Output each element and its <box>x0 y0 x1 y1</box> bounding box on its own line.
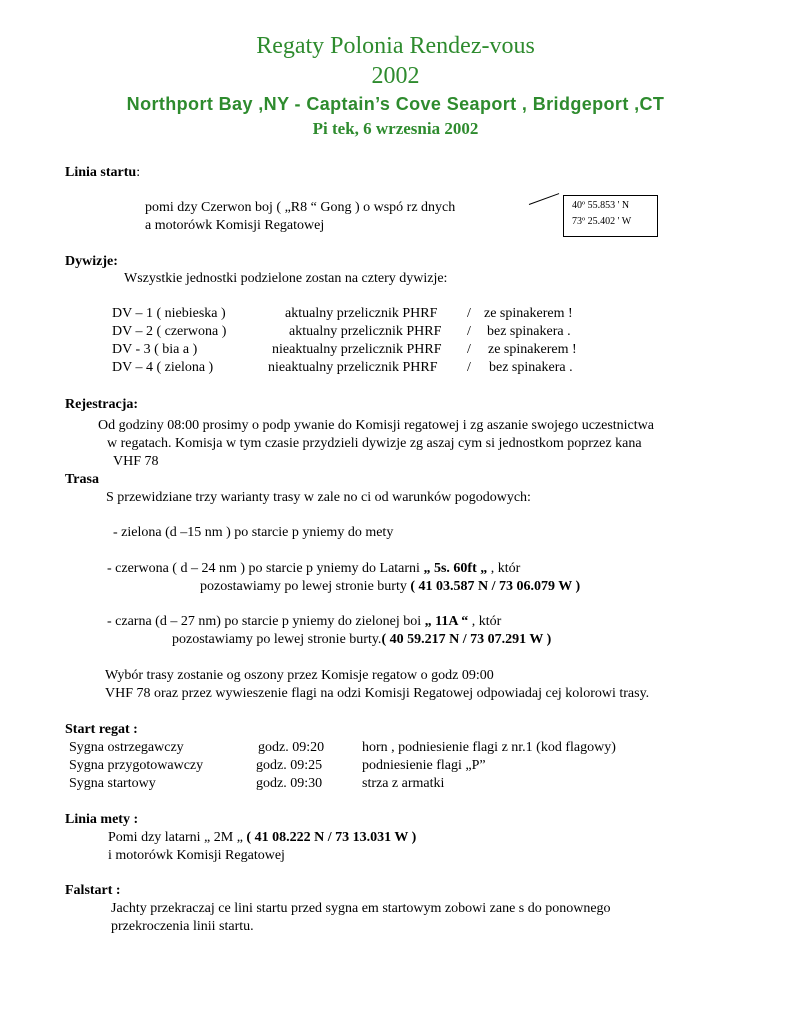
coord-west: 73º 25.402 ' W <box>572 216 632 227</box>
division-name: DV - 3 ( bia a ) <box>112 342 198 357</box>
start-line-text-2: a motorówk Komisji Regatowej <box>145 218 325 233</box>
course-black-line-1: - czarna (d – 27 nm) po starcie p yniemy do zielonej boi „ 11A “ , któr <box>107 614 502 629</box>
division-name: DV – 2 ( czerwona ) <box>112 324 227 339</box>
start-time: godz. 09:20 <box>258 740 325 755</box>
start-line-heading: Linia startu: <box>65 165 141 180</box>
route-subtitle: Northport Bay ,NY - Captain’s Cove Seaport , Bridgeport ,CT <box>126 94 665 114</box>
registration-line-1: Od godziny 08:00 prosimy o podp ywanie do Komisji regatowej i zg aszanie swojego uczestnictwa <box>98 418 654 433</box>
division-sail: ze spinakerem ! <box>488 342 577 357</box>
course-intro: S przewidziane trzy warianty trasy w zale no ci od warunków pogodowych: <box>106 490 531 505</box>
event-date: Pi tek, 6 wrzesnia 2002 <box>312 119 479 138</box>
divisions-intro: Wszystkie jednostki podzielone zostan na cztery dywizje: <box>124 271 448 286</box>
start-signal: Sygna ostrzegawczy <box>69 740 184 755</box>
start-description: podniesienie flagi „P” <box>362 758 486 773</box>
start-time: godz. 09:25 <box>256 758 323 773</box>
coord-north: 40º 55.853 ' N <box>572 200 630 211</box>
course-black-line-2: pozostawiamy po lewej stronie burty.( 40 59.217 N / 73 07.291 W ) <box>172 632 552 647</box>
course-red-line-2: pozostawiamy po lewej stronie burty ( 41 03.587 N / 73 06.079 W ) <box>200 579 581 594</box>
division-rating: aktualny przelicznik PHRF <box>285 306 438 321</box>
division-rating: nieaktualny przelicznik PHRF <box>272 342 442 357</box>
course-green: - zielona (d –15 nm ) po starcie p yniemy do mety <box>113 525 394 540</box>
false-start-line-1: Jachty przekraczaj ce lini startu przed sygna em startowym zobowi zane s do ponownego <box>111 901 611 916</box>
division-sail: bez spinakera . <box>487 324 571 339</box>
document-title: Regaty Polonia Rendez-vous <box>256 33 535 59</box>
registration-line-3: VHF 78 <box>113 454 159 469</box>
registration-line-2: w regatach. Komisja w tym czasie przydzieli dywizje zg aszaj cym si jednostkom poprzez kana <box>107 436 642 451</box>
division-separator: / <box>467 360 471 375</box>
document-year: 2002 <box>371 63 420 89</box>
false-start-heading: Falstart : <box>65 883 121 898</box>
start-signal: Sygna przygotowawczy <box>69 758 204 773</box>
finish-line-1: Pomi dzy latarni „ 2M „ ( 41 08.222 N / 73 13.031 W ) <box>108 830 417 845</box>
division-sail: bez spinakera . <box>489 360 573 375</box>
division-name: DV – 1 ( niebieska ) <box>112 306 226 321</box>
finish-line-2: i motorówk Komisji Regatowej <box>108 848 285 863</box>
course-note-2: VHF 78 oraz przez wywieszenie flagi na odzi Komisji Regatowej odpowiadaj cej kolorowi trasy. <box>105 686 650 701</box>
false-start-line-2: przekroczenia linii startu. <box>111 919 254 934</box>
division-name: DV – 4 ( zielona ) <box>112 360 214 375</box>
start-line-text-1: pomi dzy Czerwon boj ( „R8 “ Gong ) o wspó rz dnych <box>145 200 456 215</box>
pointer-line <box>529 193 559 205</box>
registration-heading: Rejestracja: <box>65 397 139 412</box>
start-heading: Start regat : <box>65 722 138 737</box>
division-separator: / <box>467 342 471 357</box>
course-heading: Trasa <box>65 472 99 487</box>
division-rating: nieaktualny przelicznik PHRF <box>268 360 438 375</box>
start-description: strza z armatki <box>362 776 445 791</box>
division-separator: / <box>467 324 471 339</box>
start-signal: Sygna startowy <box>69 776 156 791</box>
start-coordinates-box <box>563 195 658 237</box>
divisions-heading: Dywizje: <box>65 254 118 269</box>
start-description: horn , podniesienie flagi z nr.1 (kod flagowy) <box>362 740 616 755</box>
division-sail: ze spinakerem ! <box>484 306 573 321</box>
course-red-line-1: - czerwona ( d – 24 nm ) po starcie p yniemy do Latarni „ 5s. 60ft „ , któr <box>107 561 521 576</box>
finish-heading: Linia mety : <box>65 812 139 827</box>
start-time: godz. 09:30 <box>256 776 323 791</box>
course-note-1: Wybór trasy zostanie og oszony przez Komisje regatow o godz 09:00 <box>105 668 494 683</box>
division-separator: / <box>467 306 471 321</box>
division-rating: aktualny przelicznik PHRF <box>289 324 442 339</box>
